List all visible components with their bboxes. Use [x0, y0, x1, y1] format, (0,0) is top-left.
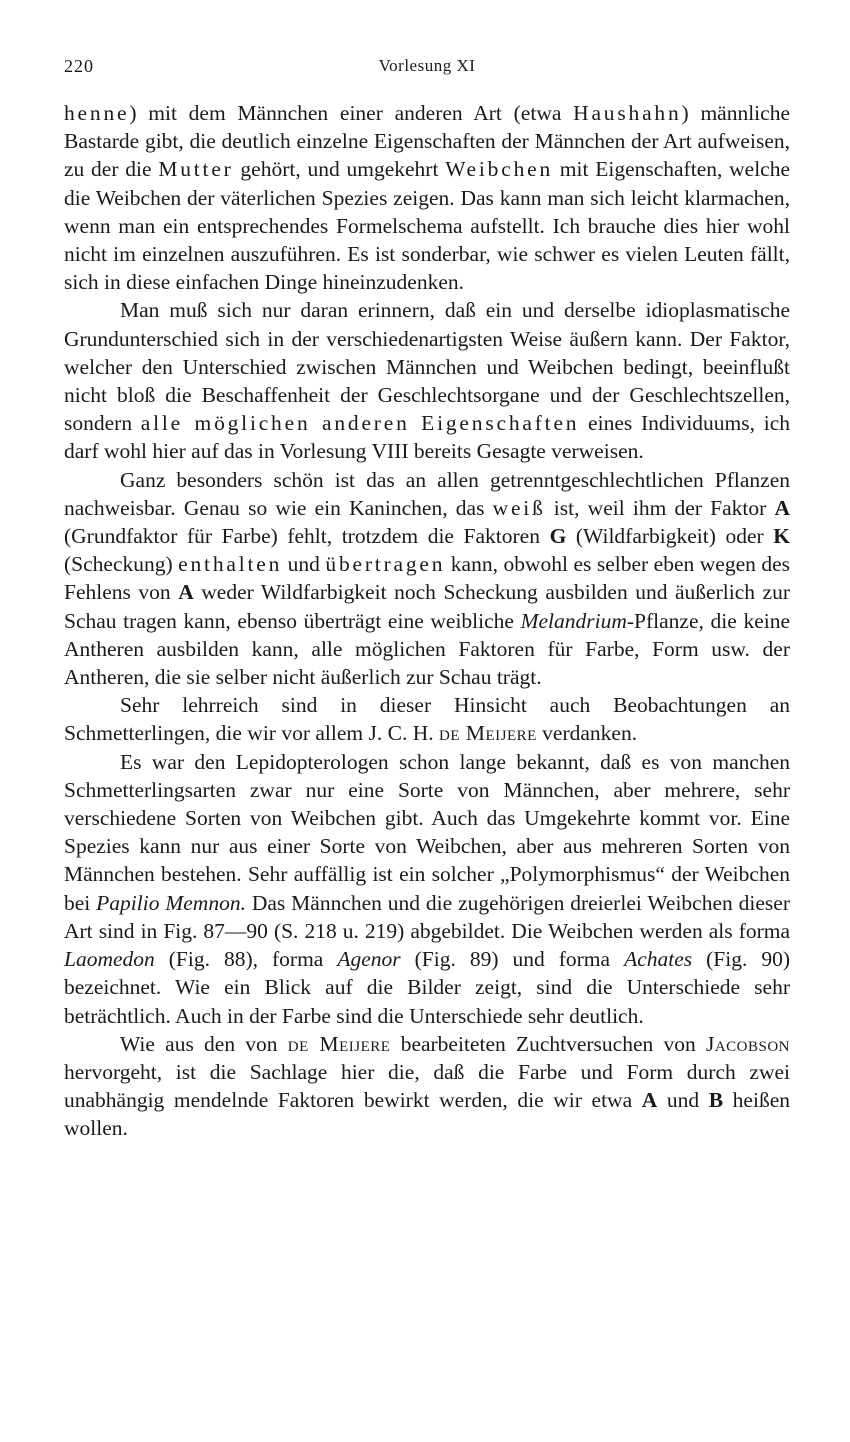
text-run: hervorgeht, ist die Sachlage hier die, daß die Farbe und Form durch zwei unabhängig mendelnde Faktoren bewirkt werden, die wir etwa [64, 1059, 790, 1113]
text-run: -Pflanze, die keine Antheren ausbilden kann, alle möglichen Faktoren für Farbe, Form usw. der Antheren, die sie selber nicht äußerlich zur Schau trägt. [64, 608, 790, 690]
text-run: ist, weil ihm der Faktor [545, 495, 775, 520]
text-run: Es war den Lepidopterologen schon lange bekannt, daß es von manchen Schmetterlingsarten zwar nur eine Sorte von Männchen, aber mehrere, sehr verschiedene Sorten von Weibchen gibt. Auch das Umgekehrte kommt vor. Eine Spezies kann nur aus einer Sorte von Weibchen, aber aus mehreren Sorten von Männchen bestehen. Sehr auffällig ist ein solcher „Polymorphismus“ der Weibchen bei [64, 749, 790, 915]
text-run: bearbeiteten Zuchtversuchen von [390, 1031, 706, 1056]
spaced-emphasis: Mutter [158, 157, 234, 182]
text-run: ) mit dem Männchen einer anderen Art (etwa [129, 101, 574, 125]
page-header [64, 56, 790, 82]
paragraph [64, 466, 790, 692]
spaced-emphasis: übertragen [325, 552, 446, 577]
body-text [64, 99, 790, 1143]
text-run: Ganz besonders schön ist das an allen getrenntgeschlechtlichen Pflanzen nachweisbar. Genau so wie ein Kaninchen, das [64, 467, 790, 520]
paragraph [64, 691, 790, 747]
text-run: heißen wollen. [64, 1088, 790, 1141]
text-run: Wie aus den von [120, 1031, 288, 1056]
text-run: mit Eigenschaften, welche die Weibchen der väterlichen Spezies zeigen. Das kann man sich leicht klarmachen, wenn man ein entsprechendes Formelschema aufstellt. Ich brauche dies hier wohl nicht im einzelnen auszuführen. Es ist sonderbar, wie schwer es vielen Leuten fällt, sich in diese einfachen Dinge hineinzudenken. [64, 157, 791, 295]
paragraph [64, 99, 790, 296]
paragraph [64, 748, 790, 1030]
italic-term: Papilio Memnon. [96, 890, 246, 915]
text-run: kann, obwohl es selber eben wegen des Fehlens von [64, 552, 791, 605]
italic-term: Melandrium [520, 608, 627, 633]
factor-symbol: A [641, 1088, 658, 1113]
text-run: und [657, 1088, 709, 1113]
paragraph [64, 296, 790, 465]
author-name: Jacobson [705, 1031, 791, 1056]
author-name: de Meijere [287, 1031, 391, 1056]
page-number: 220 [64, 56, 94, 76]
text-run: gehört, und umgekehrt [233, 157, 446, 182]
factor-symbol: G [549, 524, 567, 549]
italic-term: Achates [624, 947, 693, 972]
author-name: de Meijere [438, 721, 537, 746]
factor-symbol: B [708, 1088, 724, 1113]
text-run: weder Wildfarbigkeit noch Scheckung ausbilden und äußerlich zur Schau tragen kann, ebenso überträgt eine weibliche [64, 580, 790, 633]
text-run: und [282, 552, 326, 577]
factor-symbol: A [774, 495, 790, 520]
text-run: Man muß sich nur daran erinnern, daß ein und derselbe idioplasmatische Grundunterschied sich in der verschiedenartigsten Weise äußern kann. Der Faktor, welcher den Unterschied zwischen Männchen und Weibchen bedingt, beeinflußt nicht bloß die Beschaffenheit der Geschlechtsorgane und der Geschlechtszellen, sondern [64, 298, 790, 436]
factor-symbol: K [773, 524, 790, 549]
text-run: Sehr lehrreich sind in dieser Hinsicht auch Beobachtungen an Schmetterlingen, die wir vor allem J. C. H. [64, 693, 790, 746]
text-run: (Fig. 88), forma [154, 947, 338, 972]
spaced-emphasis: enthalten [178, 552, 283, 577]
spaced-emphasis: weiß [492, 495, 546, 520]
text-run: (Wildfarbigkeit) oder [566, 524, 774, 549]
text-run: (Fig. 89) und forma [400, 947, 625, 972]
italic-term: Laomedon [64, 947, 155, 972]
text-run: Das Männchen und die zugehörigen dreierlei Weibchen dieser Art sind in Fig. 87—90 (S. 218 u. 219) abgebildet. Die Weibchen werden als forma [64, 890, 790, 943]
spaced-emphasis: alle möglichen anderen Eigenschaften [140, 411, 580, 436]
text-run: (Scheckung) [64, 552, 179, 577]
text-run: ) männliche Bastarde gibt, die deutlich einzelne Eigenschaften der Männchen der Art aufweisen, zu der die [64, 101, 790, 182]
italic-term: Agenor [337, 947, 401, 972]
text-run: verdanken. [536, 721, 638, 746]
text-run: eines Individuums, ich darf wohl hier auf das in Vorlesung VIII bereits Gesagte verweisen. [64, 411, 791, 464]
spaced-emphasis: Weibchen [445, 157, 554, 182]
running-title: Vorlesung XI [378, 56, 476, 75]
text-run: (Fig. 90) bezeichnet. Wie ein Blick auf die Bilder zeigt, sind die Unterschiede sehr beträchtlich. Auch in der Farbe sind die Unterschiede sehr deutlich. [64, 947, 791, 1028]
spaced-emphasis: Haushahn [573, 101, 682, 125]
text-run: (Grundfaktor für Farbe) fehlt, trotzdem die Faktoren [64, 524, 550, 549]
spaced-emphasis: henne [64, 101, 130, 125]
paragraph [64, 1030, 790, 1143]
factor-symbol: A [178, 580, 194, 605]
